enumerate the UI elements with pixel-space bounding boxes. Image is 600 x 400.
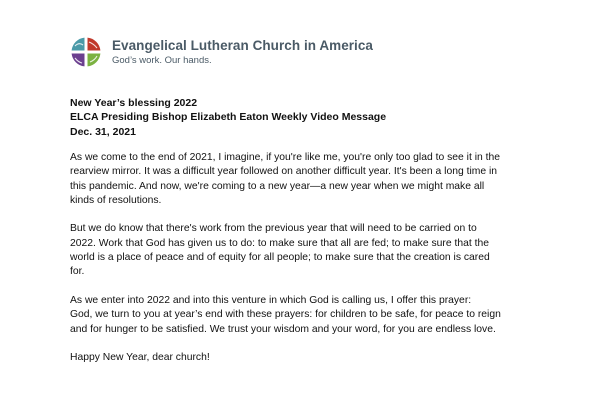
paragraph-line: kinds of resolutions. — [70, 194, 162, 206]
brand-block — [112, 38, 373, 67]
logo-quadrant-purple — [72, 54, 85, 67]
paragraph-line: As we enter into 2022 and into this venture in which God is calling us, I offer this prayer: — [70, 294, 472, 306]
document-subtitle: ELCA Presiding Bishop Elizabeth Eaton Weekly Video Message — [70, 111, 387, 124]
document-date: Dec. 31, 2021 — [70, 125, 136, 138]
document-body — [70, 151, 546, 380]
paragraph-line: this pandemic. And now, we're coming to a new year—a new year when we might make all — [70, 180, 485, 192]
paragraph-line: Happy New Year, dear church! — [70, 352, 210, 364]
document-title: New Year’s blessing 2022 — [70, 97, 198, 109]
paragraph-line: for. — [70, 266, 85, 278]
paragraph-4 — [70, 351, 546, 365]
org-name: Evangelical Lutheran Church in America — [112, 37, 373, 53]
document-heading — [70, 96, 540, 139]
paragraph-line: 2022. Work that God has given us to do: to make sure that all are fed; to make sure that the — [70, 237, 489, 249]
letterhead — [70, 34, 373, 70]
paragraph-line: and for hunger to be satisfied. We trust your wisdom and your word, for you are endless love. — [70, 323, 496, 335]
paragraph-line: rearview mirror. It was a difficult year followed on another difficult year. It's been a long time in — [70, 166, 498, 178]
paragraph-line: As we come to the end of 2021, I imagine, if you're like me, you're only too glad to see it in the — [70, 152, 501, 163]
logo-quadrant-red — [88, 38, 101, 51]
paragraph-2 — [70, 222, 546, 279]
paragraph-3 — [70, 294, 546, 337]
paragraph-1 — [70, 151, 546, 208]
paragraph-line: God, we turn to you at year’s end with these prayers: for children to be safe, for peace to reign — [70, 309, 501, 321]
tagline: God’s work. Our hands. — [112, 54, 212, 66]
paragraph-line: But we do know that there's work from the previous year that will need to be carried on to — [70, 223, 477, 235]
elca-cross-logo-icon — [70, 36, 102, 68]
paragraph-line: world is a place of peace and of equity for all people; to make sure that the creation is cared — [70, 252, 490, 264]
